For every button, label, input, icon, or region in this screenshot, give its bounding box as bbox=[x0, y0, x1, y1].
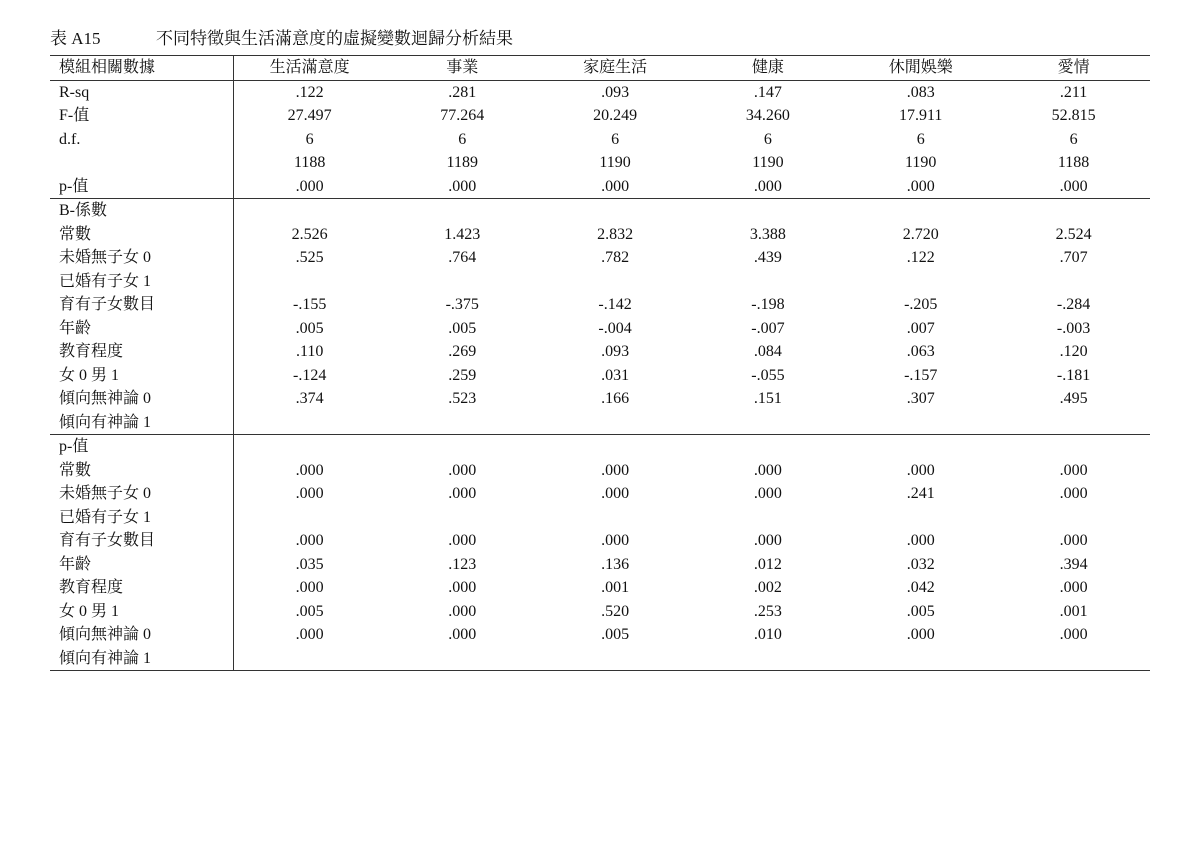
table-cell: .000 bbox=[906, 461, 935, 479]
table-cell: .495 bbox=[1059, 390, 1088, 407]
row-label: 教育程度 bbox=[50, 576, 233, 600]
table-cell: 17.911 bbox=[899, 107, 943, 124]
table-cell: -.124 bbox=[293, 366, 327, 384]
table-cell: .307 bbox=[906, 390, 935, 407]
row-label: 未婚無子女 0 bbox=[50, 246, 233, 270]
table-cell: 2.526 bbox=[291, 225, 328, 243]
table-cell: .000 bbox=[753, 532, 782, 549]
table-cell: -.004 bbox=[598, 319, 632, 337]
table-cell: .120 bbox=[1059, 343, 1088, 360]
table-row bbox=[50, 600, 1150, 624]
table-cell: .525 bbox=[295, 249, 324, 266]
table-cell: .122 bbox=[295, 83, 324, 101]
table-cell bbox=[997, 506, 1150, 530]
table-cell: .439 bbox=[753, 249, 782, 266]
column-header-career: 事業 bbox=[386, 56, 539, 81]
table-cell bbox=[691, 411, 844, 435]
table-cell: 1190 bbox=[599, 154, 631, 171]
table-cell: 1188 bbox=[293, 154, 326, 171]
table-cell: .166 bbox=[601, 390, 630, 407]
table-cell: -.284 bbox=[1056, 296, 1091, 313]
table-cell: .042 bbox=[906, 579, 935, 596]
table-cell: .764 bbox=[448, 249, 477, 266]
table-row bbox=[50, 317, 1150, 341]
table-cell: .241 bbox=[906, 485, 935, 502]
table-cell: .523 bbox=[448, 390, 477, 407]
table-cell: 27.497 bbox=[287, 107, 332, 124]
table-cell: .000 bbox=[601, 177, 630, 195]
table-cell: .031 bbox=[601, 366, 630, 384]
table-cell: .000 bbox=[1059, 579, 1088, 596]
table-cell: 1.423 bbox=[444, 225, 481, 243]
table-cell: .136 bbox=[601, 555, 630, 573]
table-cell: 2.524 bbox=[1055, 225, 1092, 243]
table-row bbox=[50, 223, 1150, 247]
row-label: 教育程度 bbox=[50, 340, 233, 364]
table-row bbox=[50, 270, 1150, 294]
table-cell bbox=[233, 647, 386, 671]
table-cell: 20.249 bbox=[593, 107, 638, 124]
column-header-health: 健康 bbox=[691, 56, 844, 81]
table-row bbox=[50, 529, 1150, 553]
table-cell: -.155 bbox=[293, 296, 327, 313]
table-row bbox=[50, 151, 1150, 175]
table-cell: .000 bbox=[295, 485, 324, 502]
table-row bbox=[50, 128, 1150, 152]
table-cell bbox=[233, 506, 386, 530]
row-label: 已婚有子女 1 bbox=[50, 506, 233, 530]
table-cell: .005 bbox=[295, 319, 324, 337]
table-cell bbox=[997, 411, 1150, 435]
table-cell: .000 bbox=[448, 177, 477, 195]
table-cell: 77.264 bbox=[440, 107, 485, 124]
table-cell: .782 bbox=[601, 249, 630, 266]
table-row bbox=[50, 623, 1150, 647]
row-label: 育有子女數目 bbox=[50, 529, 233, 553]
table-cell bbox=[997, 647, 1150, 671]
table-cell bbox=[233, 270, 386, 294]
header-row bbox=[50, 56, 1150, 81]
table-title: 不同特徵與生活滿意度的虛擬變數迴歸分析結果 bbox=[156, 29, 513, 48]
table-cell: .269 bbox=[448, 343, 477, 360]
table-cell: .000 bbox=[295, 461, 324, 479]
row-label: 常數 bbox=[50, 459, 233, 483]
table-row bbox=[50, 175, 1150, 199]
table-cell: .000 bbox=[1059, 485, 1088, 502]
table-cell bbox=[844, 270, 997, 294]
table-cell bbox=[539, 647, 692, 671]
table-cell: .005 bbox=[906, 602, 935, 620]
table-cell: 6 bbox=[305, 130, 314, 148]
table-cell: .084 bbox=[753, 343, 782, 360]
table-cell: .000 bbox=[448, 532, 477, 549]
column-header-family-life: 家庭生活 bbox=[539, 56, 692, 81]
table-row bbox=[50, 435, 1150, 459]
table-cell: .007 bbox=[906, 319, 935, 337]
table-cell bbox=[691, 647, 844, 671]
table-row bbox=[50, 482, 1150, 506]
table-row bbox=[50, 199, 1150, 223]
row-label: 女 0 男 1 bbox=[50, 364, 233, 388]
table-cell: -.055 bbox=[751, 366, 785, 384]
table-cell: .123 bbox=[448, 555, 477, 573]
table-cell: .000 bbox=[448, 485, 477, 502]
table-row bbox=[50, 293, 1150, 317]
table-cell: .000 bbox=[295, 177, 324, 195]
table-cell bbox=[386, 506, 539, 530]
table-cell: .035 bbox=[295, 555, 324, 573]
table-cell: .012 bbox=[753, 555, 782, 573]
row-label: R-sq bbox=[50, 80, 233, 104]
table-cell: .010 bbox=[753, 626, 782, 643]
column-header-leisure: 休閒娛樂 bbox=[844, 56, 997, 81]
table-cell: .000 bbox=[1059, 626, 1088, 643]
table-cell: .000 bbox=[295, 626, 324, 643]
row-label: 傾向有神論 1 bbox=[50, 411, 233, 435]
row-label: 育有子女數目 bbox=[50, 293, 233, 317]
table-cell: .000 bbox=[906, 626, 935, 643]
table-cell: .000 bbox=[1059, 532, 1088, 549]
table-cell: .032 bbox=[906, 555, 935, 573]
table-cell bbox=[997, 270, 1150, 294]
table-number: 表 A15 bbox=[50, 29, 101, 48]
table-cell: 34.260 bbox=[745, 107, 790, 124]
table-cell: .000 bbox=[906, 177, 935, 195]
table-cell bbox=[844, 647, 997, 671]
table-cell bbox=[691, 270, 844, 294]
table-cell bbox=[386, 270, 539, 294]
table-cell: .000 bbox=[448, 579, 477, 596]
table-row bbox=[50, 104, 1150, 128]
table-cell: .000 bbox=[448, 626, 477, 643]
table-cell bbox=[844, 411, 997, 435]
table-cell: .000 bbox=[753, 461, 782, 479]
table-row bbox=[50, 647, 1150, 671]
column-header-love: 愛情 bbox=[997, 56, 1150, 81]
table-cell: .000 bbox=[295, 579, 324, 596]
table-cell bbox=[997, 435, 1150, 459]
table-cell bbox=[386, 411, 539, 435]
table-cell: .211 bbox=[1059, 83, 1088, 101]
table-cell: -.003 bbox=[1056, 319, 1091, 337]
regression-table bbox=[50, 55, 1150, 671]
table-cell: .000 bbox=[448, 461, 477, 479]
table-cell: .374 bbox=[295, 390, 324, 407]
table-cell bbox=[844, 199, 997, 223]
column-header-model: 模組相關數據 bbox=[50, 56, 233, 81]
table-cell: .000 bbox=[601, 485, 630, 502]
table-cell: .093 bbox=[601, 83, 630, 101]
table-cell bbox=[844, 506, 997, 530]
table-cell bbox=[233, 411, 386, 435]
table-cell: 1189 bbox=[446, 154, 478, 171]
table-cell: .520 bbox=[601, 602, 630, 620]
table-cell bbox=[997, 199, 1150, 223]
column-header-life-satisfaction: 生活滿意度 bbox=[233, 56, 386, 81]
table-row bbox=[50, 576, 1150, 600]
table-cell: .000 bbox=[1059, 177, 1088, 195]
table-cell: .000 bbox=[601, 461, 630, 479]
table-cell: .000 bbox=[753, 177, 782, 195]
table-cell bbox=[691, 435, 844, 459]
table-cell: .000 bbox=[906, 532, 935, 549]
table-cell: .005 bbox=[448, 319, 477, 337]
table-body bbox=[50, 80, 1150, 671]
table-cell: 6 bbox=[458, 130, 467, 148]
table-cell bbox=[386, 647, 539, 671]
table-cell: -.205 bbox=[904, 296, 938, 313]
table-cell: 2.720 bbox=[902, 225, 939, 243]
table-cell: .707 bbox=[1059, 249, 1088, 266]
row-label: 女 0 男 1 bbox=[50, 600, 233, 624]
table-cell: .000 bbox=[295, 532, 324, 549]
table-cell: .000 bbox=[448, 602, 477, 620]
table-cell bbox=[539, 506, 692, 530]
row-label bbox=[50, 151, 233, 175]
table-cell: .000 bbox=[753, 485, 782, 502]
row-label: F-值 bbox=[50, 104, 233, 128]
row-label: 傾向有神論 1 bbox=[50, 647, 233, 671]
table-cell: .253 bbox=[753, 602, 782, 620]
table-cell: 6 bbox=[611, 130, 620, 148]
table-cell bbox=[691, 506, 844, 530]
table-cell: .005 bbox=[295, 602, 324, 620]
row-label: 傾向無神論 0 bbox=[50, 623, 233, 647]
table-row bbox=[50, 459, 1150, 483]
table-row bbox=[50, 411, 1150, 435]
table-cell: .005 bbox=[601, 626, 630, 643]
table-cell bbox=[844, 435, 997, 459]
table-row bbox=[50, 553, 1150, 577]
table-cell bbox=[233, 435, 386, 459]
table-cell: -.375 bbox=[445, 296, 479, 313]
table-row bbox=[50, 506, 1150, 530]
table-cell: 3.388 bbox=[749, 225, 786, 243]
table-cell: 6 bbox=[916, 130, 925, 148]
row-label: 傾向無神論 0 bbox=[50, 387, 233, 411]
table-cell: .093 bbox=[601, 343, 630, 360]
table-row bbox=[50, 364, 1150, 388]
table-cell bbox=[386, 435, 539, 459]
row-label: 年齡 bbox=[50, 553, 233, 577]
table-cell: 6 bbox=[1069, 130, 1078, 148]
row-label: d.f. bbox=[50, 128, 233, 152]
table-cell bbox=[539, 411, 692, 435]
row-label: 年齡 bbox=[50, 317, 233, 341]
table-cell: -.007 bbox=[751, 319, 785, 337]
table-cell bbox=[539, 199, 692, 223]
table-cell: -.198 bbox=[751, 296, 785, 313]
table-cell bbox=[691, 199, 844, 223]
table-cell: .281 bbox=[448, 83, 477, 101]
table-cell: .063 bbox=[906, 343, 935, 360]
table-cell: .122 bbox=[906, 249, 935, 266]
table-cell: .151 bbox=[753, 390, 782, 407]
table-cell: .001 bbox=[601, 579, 630, 596]
table-cell: 6 bbox=[763, 130, 772, 148]
table-cell: .394 bbox=[1059, 555, 1088, 573]
row-label: 未婚無子女 0 bbox=[50, 482, 233, 506]
table-cell: -.181 bbox=[1056, 366, 1091, 384]
row-label: B-係數 bbox=[50, 199, 233, 223]
table-row bbox=[50, 80, 1150, 104]
table-cell: -.142 bbox=[598, 296, 632, 313]
table-cell: .002 bbox=[753, 579, 782, 596]
table-cell: 52.815 bbox=[1051, 107, 1096, 124]
table-cell: 1190 bbox=[905, 154, 937, 171]
table-cell: 1188 bbox=[1057, 154, 1090, 171]
row-label: 已婚有子女 1 bbox=[50, 270, 233, 294]
table-cell: .083 bbox=[906, 83, 935, 101]
row-label: 常數 bbox=[50, 223, 233, 247]
table-cell: 2.832 bbox=[597, 225, 634, 243]
table-caption bbox=[50, 28, 513, 50]
table-cell: .259 bbox=[448, 366, 477, 384]
table-row bbox=[50, 340, 1150, 364]
table-cell bbox=[539, 270, 692, 294]
table-cell: .000 bbox=[1059, 461, 1088, 479]
table-cell bbox=[539, 435, 692, 459]
table-cell: 1190 bbox=[752, 154, 784, 171]
table-cell: .000 bbox=[601, 532, 630, 549]
table-cell: .110 bbox=[295, 343, 324, 360]
table-cell bbox=[233, 199, 386, 223]
table-cell: .147 bbox=[753, 83, 782, 101]
table-cell bbox=[386, 199, 539, 223]
table-row bbox=[50, 246, 1150, 270]
table-row bbox=[50, 387, 1150, 411]
row-label: p-值 bbox=[50, 175, 233, 199]
table-cell: -.157 bbox=[904, 366, 938, 384]
table-cell: .001 bbox=[1059, 602, 1088, 620]
row-label: p-值 bbox=[50, 435, 233, 459]
